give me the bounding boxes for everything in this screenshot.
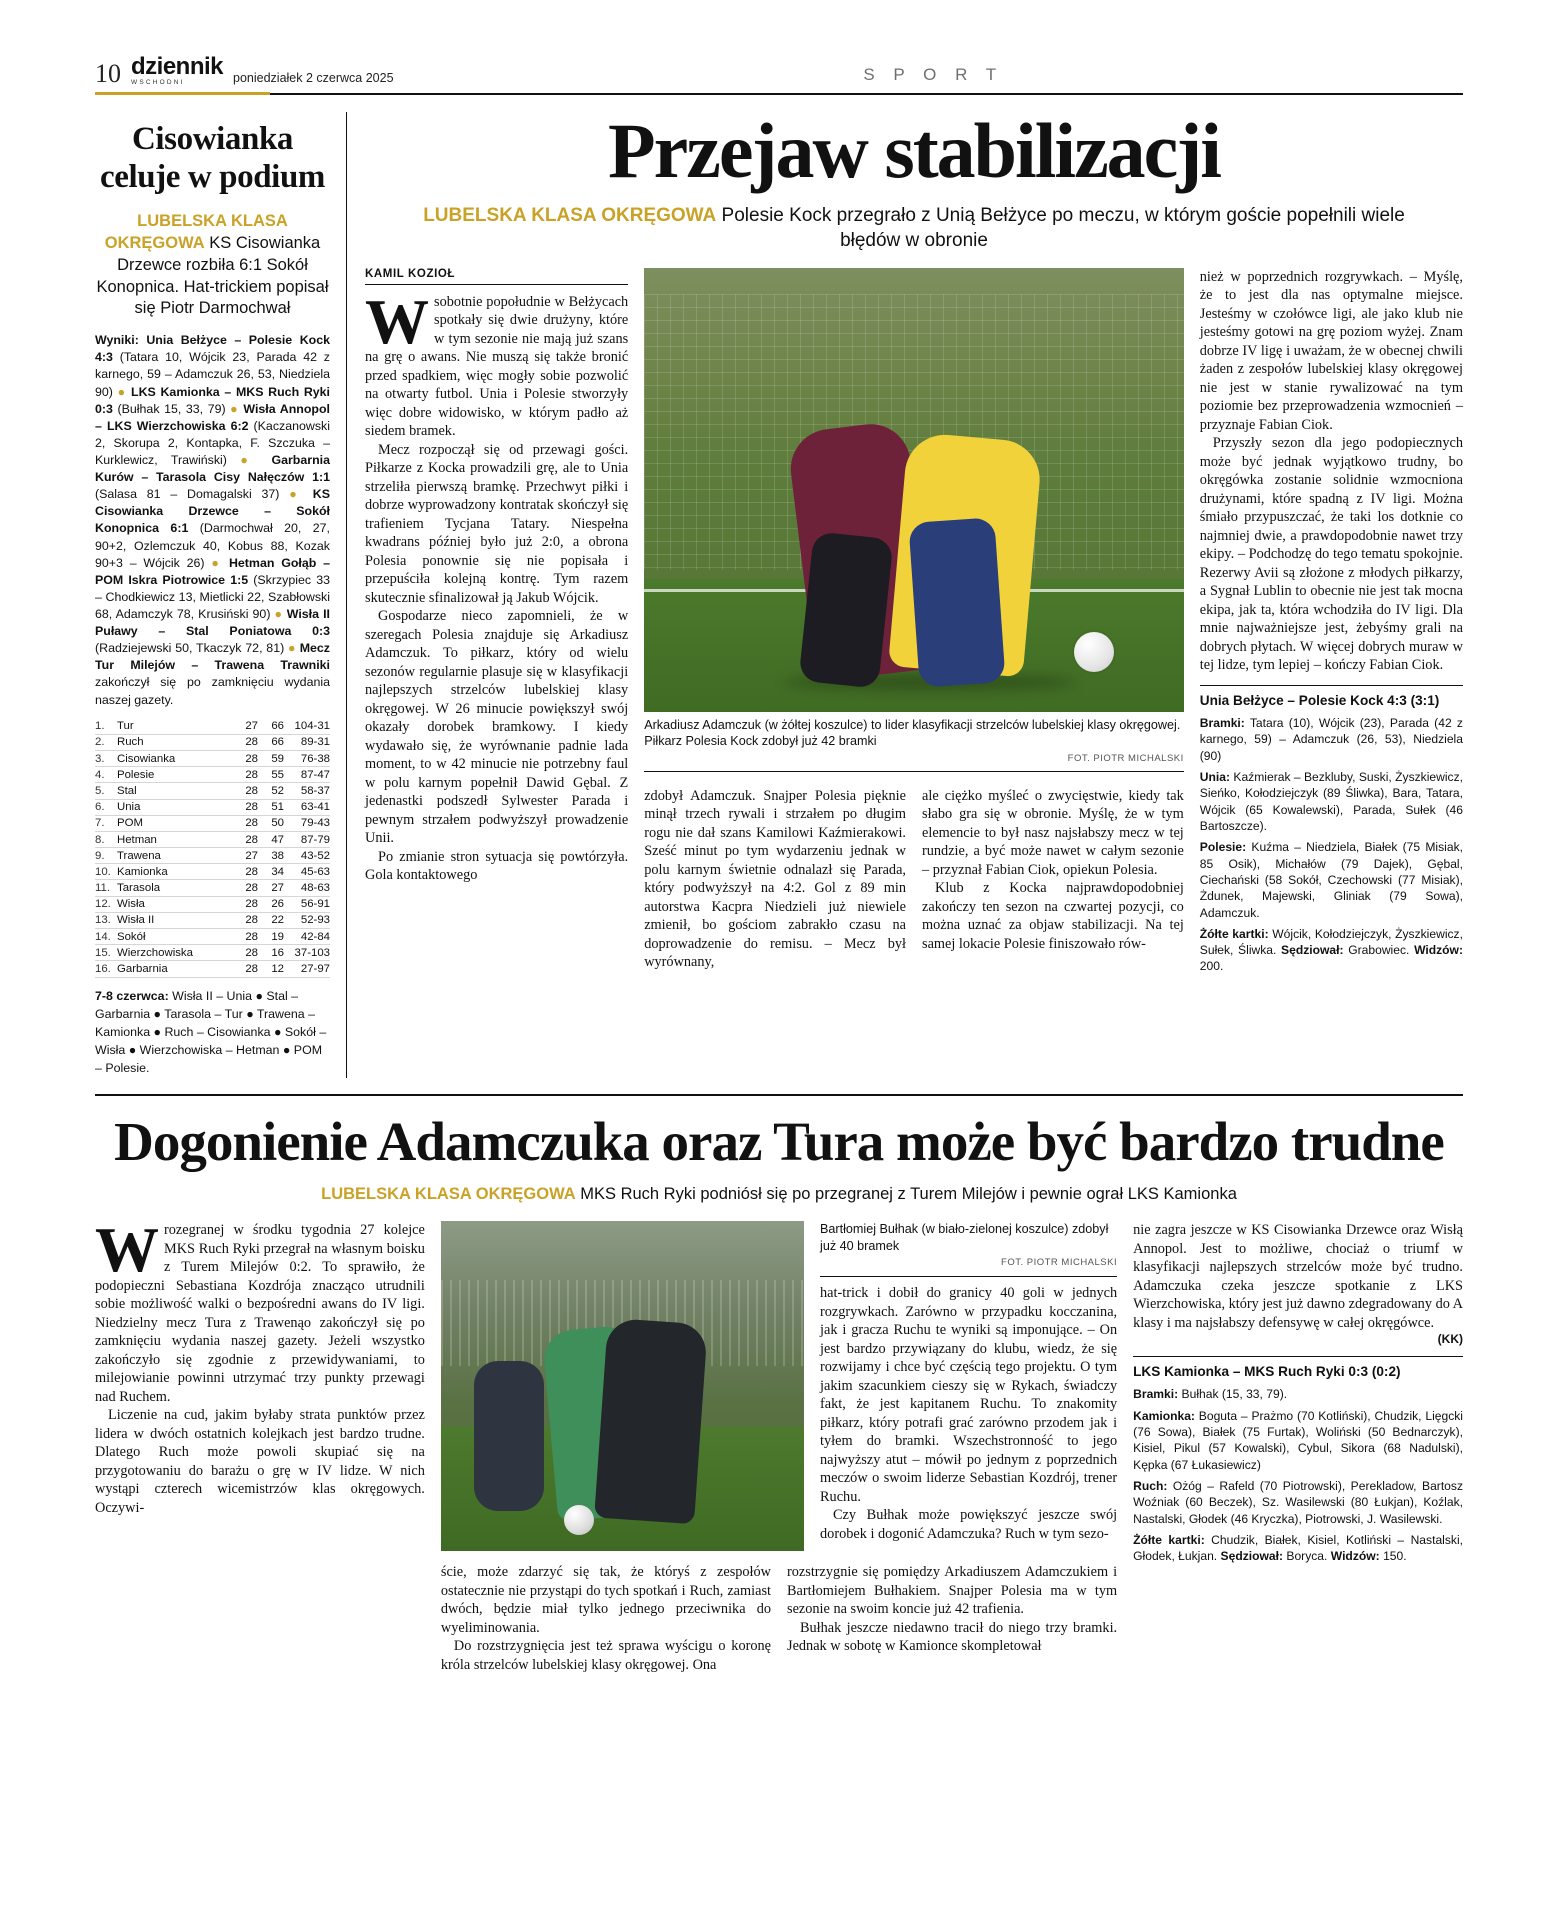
stats-title: Unia Bełżyce – Polesie Kock 4:3 (3:1) (1200, 685, 1463, 710)
body-column-2 (644, 787, 906, 972)
stats-cards-text: Chudzik, Białek, Kisiel, Kotliński – Nastalski, Głodek, Łukjan. (1133, 1532, 1463, 1564)
standings-position: 5. (95, 783, 117, 799)
result-detail: (Bułhak 15, 33, 79) (112, 401, 226, 416)
table-row (95, 929, 330, 945)
photo-caption: Arkadiusz Adamczuk (w żółtej koszulce) to lider klasyfikacji strzelców lubelskiej klasy okręgowej. Piłkarz Polesia Kock zdobył już 42 bramki (644, 717, 1181, 749)
standings-team: Wisła II (117, 912, 232, 928)
standings-table (95, 719, 330, 978)
fixtures-text: Wisła II – Unia ● Stal – Garbarnia ● Tarasola – Tur ● Trawena – Kamionka ● Ruch – Cisowianka ● Sokół – Wisła ● Wierzchowiska – Hetman ● POM – Polesie. (95, 988, 327, 1075)
standings-team: Tarasola (117, 880, 232, 896)
standings-goal-difference: 37-103 (284, 945, 330, 961)
standings-team: Cisowianka (117, 750, 232, 766)
article-signature: (KK) (1437, 1332, 1463, 1347)
dropcap: W (365, 285, 429, 357)
standings-position: 9. (95, 848, 117, 864)
photo-and-columns (644, 268, 1184, 980)
paragraph: ście, może zdarzyć się tak, że któryś z zespołów ostatecznie nie przystąpi do tych spotkań i Ruch, zamiast dwóch, będzie miał tylko jednego przeciwnika do wyeliminowania. (440, 1564, 771, 1636)
standings-points: 22 (258, 912, 284, 928)
table-row (95, 912, 330, 928)
main-headline: Przejaw stabilizacji (608, 106, 1220, 194)
standings-position: 7. (95, 815, 117, 831)
stats-goals (1133, 1386, 1463, 1402)
results-label: Wyniki: (95, 333, 139, 348)
table-row (95, 719, 330, 735)
standings-team: Tur (117, 719, 232, 735)
standings-goal-difference: 52-93 (284, 912, 330, 928)
standings-goal-difference: 27-97 (284, 961, 330, 977)
stats-away (1133, 1478, 1463, 1527)
paragraph: nie zagra jeszcze w KS Cisowianka Drzewce oraz Wisłą Annopol. Jest to możliwe, chociaż o triumf w klasyfikacji najlepszych strzelców może być trudno. Adamczuka czeka jeszcze spotkanie z LKS Wierzchowiska, który jest już dawno zdegradowany do A klasy i ma najsłabszy defensywę w całej okręgówce. (1133, 1222, 1463, 1331)
paragraph-text: rozegranej w środku tygodnia 27 kolejce MKS Ruch Ryki przegrał na własnym boisku z Turem Milejów 0:2. To sprawiło, że podopieczni Sebastiana Kozdrója znacząco utrudnili sobie możliwość walki o bezpośredni awans do IV ligi. Niedzielny mecz Tura z Trawenąo zakończył się po zamknięciu wydania naszej gazety. Jeżeli wszystko zakończyło się zgodnie z przewidywaniami, to milejowianie powinni utrzymać trzy punkty przewagi nad Ruchem. (95, 1222, 425, 1405)
second-kicker: LUBELSKA KLASA OKRĘGOWA (321, 1184, 576, 1203)
photo-credit: FOT. PIOTR MICHALSKI (1067, 752, 1184, 764)
caption-rule (644, 771, 1184, 772)
result-match: KS Cisowianka Drzewce – Sokół Konopnica 6:1 (95, 487, 330, 536)
result-match: Mecz Tur Milejów – Trawena Trawniki (95, 641, 330, 673)
standings-position: 10. (95, 864, 117, 880)
logo-subtitle: WSCHODNI (131, 79, 185, 86)
masthead (0, 0, 1558, 93)
bullet-icon: ● (284, 641, 300, 656)
match-stats-box (1200, 685, 1463, 975)
main-deck (395, 204, 1433, 253)
results-entries (95, 333, 330, 706)
standings-points: 66 (258, 734, 284, 750)
stats-attendance-label: Widzów: (1414, 943, 1463, 958)
standings-points: 47 (258, 831, 284, 847)
stats-away-label: Polesie: (1199, 840, 1247, 855)
bullet-icon: ● (270, 606, 287, 621)
result-match: Garbarnia Kurów – Tarasola Cisy Nałęczów 1:1 (95, 452, 330, 485)
paragraph: Po zmianie stron sytuacja się powtórzyła. Gola kontaktowego (365, 848, 629, 884)
lower-columns (644, 787, 1184, 972)
standings-goal-difference: 89-31 (284, 734, 330, 750)
table-row (95, 961, 330, 977)
caption-rule (820, 1276, 1117, 1277)
table-row (95, 880, 330, 896)
body-column-3 (922, 787, 1184, 972)
stats-attendance-text: 200. (1199, 959, 1224, 974)
result-detail: (Kaczanowski 2, Skorupa 2, Kontapka, F. Szczuka – Kurklewicz, Trawiński) (95, 418, 330, 467)
standings-position: 15. (95, 945, 117, 961)
fixtures-block (95, 988, 330, 1078)
standings-position: 8. (95, 831, 117, 847)
stats-title: LKS Kamionka – MKS Ruch Ryki 0:3 (0:2) (1133, 1356, 1463, 1381)
standings-matches: 28 (232, 896, 258, 912)
photo-block (644, 268, 1184, 781)
standings-team: Ruch (117, 734, 232, 750)
stats-home-text: Boguta – Prażmo (70 Kotliński), Chudzik, Lięgcki (76 Sowa), Białek (75 Furtak), Woliński (50 Bednarczyk), Kisiel, Pikul (57 Kowalski), Cybul, Sikora (68 Nadulski), Kępka (67 Łukasiewicz) (1133, 1408, 1463, 1472)
table-row (95, 848, 330, 864)
standings-body (95, 719, 330, 978)
issue-date: poniedziałek 2 czerwca 2025 (233, 70, 394, 85)
stats-extra (1200, 926, 1463, 975)
standings-position: 14. (95, 929, 117, 945)
main-article (347, 106, 1463, 1078)
sidebar-kicker: LUBELSKA KLASA OKRĘGOWA (104, 212, 288, 253)
standings-goal-difference: 45-63 (284, 864, 330, 880)
stats-referee-label: Sędziował: (1281, 943, 1344, 958)
result-match: Hetman Gołąb – POM Iskra Piotrowice 1:5 (95, 555, 330, 587)
standings-position: 13. (95, 912, 117, 928)
sidebar-lead-text: KS Cisowianka Drzewce rozbiła 6:1 Sokół Konopnica. Hat-trickiem popisał się Piotr Darmochwał (96, 234, 329, 318)
page-number: 10 (95, 58, 121, 88)
section-title: S P O R T (863, 64, 1004, 84)
table-row (95, 945, 330, 961)
paragraph (365, 285, 629, 441)
bullet-icon: ● (112, 384, 132, 399)
standings-team: Hetman (117, 831, 232, 847)
stats-home-label: Kamionka: (1133, 1408, 1195, 1423)
paragraph: rozstrzygnie się pomiędzy Arkadiuszem Adamczukiem i Bartłomiejem Bułhakiem. Snajper Polesia ma w tym sezonie na swoim koncie już 42 trafienia. (787, 1564, 1118, 1618)
sidebar-lead (95, 211, 330, 320)
body-column-4 (1200, 268, 1463, 980)
paragraph: hat-trick i dobił do granicy 40 goli w jednych rozgrywkach. Zarówno w przypadku kocczanina, jak i gracza Ruchu te wyniki są imponujące. – On jest bardzo przywiązany do klubu, wiedz, że się rozwijamy i chce być częścią tego projektu. O tym jakim szacunkiem cieszy się w Rykach, świadczy fakt, że jest kapitanem Ruchu. To znakomity piłkarz, który potrafi grać zarówno przodem jak i tyłem do bramki. Wszechstronność to jego najwyższy atut – mówił po jednym z poprzednich meczów o swoim liderze Sebastian Kozdrój, trener Ruchu. (820, 1285, 1118, 1505)
result-detail: (Skrzypiec 33 – Chodkiewicz 13, Mietlicki 22, Szabłowski 68, Adamczyk 78, Krusiński 90) (95, 572, 330, 621)
paragraph: nież w poprzednich rozgrywkach. – Myślę, że to jest dla nas optymalne miejsce. Jesteśmy w czołówce ligi, ale jako klub nie jesteśmy gotowi na grę poziom wyżej. Znam dobrze IV ligę i uważam, że w obecnej chwili żaden z zespołów lubelskiej klasy okręgowej nie jest w stanie rywalizować na tym poziomie bez przeprowadzenia wzmocnień – przyznaje Fabian Ciok. (1199, 268, 1463, 433)
second-photo-block (441, 1221, 804, 1557)
standings-matches: 28 (232, 831, 258, 847)
standings-matches: 28 (232, 945, 258, 961)
table-row (95, 815, 330, 831)
result-detail: (Salasa 81 – Domagalski 37) (95, 487, 280, 502)
second-match-photo (441, 1221, 804, 1551)
bullet-icon: ● (225, 401, 244, 416)
second-photo-credit: FOT. PIOTR MICHALSKI (1001, 1257, 1118, 1269)
stats-referee-text: Grabowiec. (1343, 943, 1415, 958)
table-row (95, 864, 330, 880)
second-article (0, 1110, 1558, 1705)
standings-matches: 28 (232, 767, 258, 783)
standings-team: Wierzchowiska (117, 945, 232, 961)
standings-team: Sokół (117, 929, 232, 945)
football-icon (1074, 632, 1114, 672)
second-column-3 (787, 1563, 1117, 1674)
stats-referee-text: Boryca. (1283, 1549, 1331, 1564)
paragraph: zdobył Adamczuk. Snajper Polesia pięknie minął trzech rywali i strzałem po długim rogu nie dał szans Kamilowi Kaźmierakowi. Sześć minut po tym wydarzeniu jednak w polu karnym świetnie odnalazł się Parada, który podwyższył na 4:2. Gol z 89 min autorstwa Kacpra Niedzieli już niewiele zmienił, bo gościom zabrakło czasu na doprowadzenie do remisu. – Mecz był wyrównany, (644, 787, 906, 971)
standings-matches: 27 (232, 719, 258, 735)
bullet-icon: ● (226, 452, 272, 467)
paragraph: Mecz rozpoczął się od przewagi gości. Piłkarze z Kocka prowadzili grę, ale to Unia strzeliła pierwszą bramkę. Przechwyt piłki i dobrze wyprowadzony kontratak skończył się trafieniem Tycjana Tatary. Niespełna kwadrans później było już 2:0, a obrona Polesia ponownie się nie popisała i przepuściła kolejną kontrę. Tym razem skutecznie sfinalizował ją Jakub Wójcik. (365, 441, 629, 606)
table-row (95, 734, 330, 750)
standings-matches: 28 (232, 783, 258, 799)
stats-home-label: Unia: (1199, 770, 1231, 785)
stats-cards-label: Żółte kartki: (1133, 1532, 1205, 1547)
stats-attendance-label: Widzów: (1330, 1549, 1380, 1564)
standings-matches: 28 (232, 864, 258, 880)
standings-points: 52 (258, 783, 284, 799)
result-detail: (Darmochwał 20, 27, 90+2, Ozlemczuk 40, Kobus 88, Kozak 90+3 – Wójcik 26) (95, 521, 330, 570)
second-caption-block (820, 1221, 1117, 1557)
standings-matches: 28 (232, 961, 258, 977)
standings-goal-difference: 58-37 (284, 783, 330, 799)
standings-points: 12 (258, 961, 284, 977)
standings-matches: 28 (232, 750, 258, 766)
standings-matches: 28 (232, 815, 258, 831)
table-row (95, 831, 330, 847)
result-match: Wisła Annopol – LKS Wierzchowiska 6:2 (95, 401, 330, 433)
player-dark-left (474, 1361, 544, 1511)
player-yellow-shorts (908, 517, 1005, 688)
second-match-stats-box (1133, 1356, 1463, 1564)
paragraph: Przyszły sezon dla jego podopiecznych może być jednak wyjątkowo trudny, bo okręgówka zostanie solidnie wzmocniona drużynami, które spadną z IV ligi. Można śmiało przypuszczać, że taki los dotknie co najmniej dwie, a prawdopodobnie nawet trzy ekipy. – Podchodzę do tego tematu spokojnie. Rezerwy Avii są złożone z młodych piłkarzy, a Sygnał Lublin to obecnie nie jest tak mocna ekipa, jak ta, która wchodziła do IV ligi. Dla mnie najważniejsze jest, żebyśmy grali na dobrych płytach. W więcej dobrych muraw w tej lidze, tym lepiej – kończy Fabian Ciok. (1199, 435, 1463, 674)
result-detail: (Radziejewski 50, Tkaczyk 72, 81) (95, 641, 285, 656)
stats-goals-label: Bramki: (1199, 716, 1245, 731)
standings-points: 27 (258, 880, 284, 896)
byline: KAMIL KOZIOŁ (365, 268, 628, 285)
stats-goals-text: Bułhak (15, 33, 79). (1178, 1387, 1288, 1402)
standings-matches: 28 (232, 929, 258, 945)
second-lower-columns (441, 1563, 1117, 1674)
stats-home-text: Kaźmierak – Bezkluby, Suski, Żyszkiewicz, Sieńko, Kołodziejczyk (89 Śliwka), Bara, Tatara, Wójcik (65 Kowalewski), Parada, Sułek (46 Bartoszcze). (1199, 770, 1463, 833)
stats-away-label: Ruch: (1133, 1478, 1168, 1493)
results-list (95, 332, 330, 708)
stats-cards-label: Żółte kartki: (1199, 926, 1269, 941)
page-content (0, 98, 1558, 1078)
main-deck-text: Polesie Kock przegrało z Unią Bełżyce po meczu, w którym goście popełnili wiele błędów w obronie (716, 205, 1405, 252)
stats-home (1200, 769, 1463, 834)
second-headline: Dogonienie Adamczuka oraz Tura może być bardzo trudne (114, 1110, 1444, 1172)
standings-matches: 28 (232, 880, 258, 896)
table-row (95, 783, 330, 799)
standings-position: 2. (95, 734, 117, 750)
standings-points: 38 (258, 848, 284, 864)
standings-points: 26 (258, 896, 284, 912)
standings-team: Kamionka (117, 864, 232, 880)
standings-matches: 28 (232, 912, 258, 928)
second-column-2 (441, 1563, 771, 1674)
paragraph-text: sobotnie popołudnie w Bełżycach spotkały się dwie drużyny, które w tym sezonie nie mają już szans na grę o awans. Nie muszą się także bronić przed spadkiem, więc mogły sobie pozwolić na otwarty futbol. Unia i Polesie stworzyły więc dobre widowisko, w którym padło aż siedem bramek. (365, 293, 629, 440)
standings-goal-difference: 76-38 (284, 750, 330, 766)
stats-goals-text: Tatara (10), Wójcik (23), Parada (42 z karnego, 59) – Adamczuk (26, 53), Niedziela (90) (1199, 716, 1463, 763)
result-match: LKS Kamionka – MKS Ruch Ryki 0:3 (95, 384, 330, 416)
stats-attendance-text: 150. (1379, 1549, 1407, 1564)
stats-goals (1200, 715, 1463, 764)
table-row (95, 799, 330, 815)
match-photo (644, 268, 1184, 712)
standings-goal-difference: 87-79 (284, 831, 330, 847)
standings-goal-difference: 79-43 (284, 815, 330, 831)
result-detail: (Tatara 10, Wójcik 23, Parada 42 z karnego, 59 – Adamczuk 26, 53, Niedziela 90) (95, 350, 330, 399)
paragraph: Czy Bułhak może powiększyć jeszcze swój dorobek i dogonić Adamczuka? Ruch w tym sezo- (820, 1507, 1118, 1542)
second-deck-text: MKS Ruch Ryki podniósł się po przegranej z Turem Milejów i pewnie ograł LKS Kamionka (575, 1184, 1237, 1203)
standings-position: 3. (95, 750, 117, 766)
standings-team: Wisła (117, 896, 232, 912)
second-photo-and-columns (441, 1221, 1117, 1674)
paragraph: Gospodarze nieco zapomnieli, że w szeregach Polesia znajduje się Arkadiusz Adamczuk. To piłkarz, który od wielu sezonów regularnie plasuje się w klasyfikacji najlepszych strzelców lubelskiej klasy okręgowej. W 26 minucie powiększył swój okazały dorobek bramkowy. I kiedy wydawało się, że wyrównanie padnie lada moment, to w 42 minucie nie potrzebny faul w polu karnym popełnił Dawid Gębal. Z jedenastki podszedł Sylwester Parada i pewnym strzałem podwyższył prowadzenie Unii. (365, 608, 629, 847)
result-detail: zakończył się po zamknięciu wydania naszej gazety. (95, 675, 330, 707)
second-photo-caption: Bartłomiej Bułhak (w biało-zielonej koszulce) zdobył już 40 bramek (820, 1222, 1109, 1253)
bullet-icon: ● (204, 555, 229, 570)
standings-team: Stal (117, 783, 232, 799)
newspaper-logo (131, 55, 223, 87)
stats-home (1133, 1408, 1463, 1473)
stats-away-text: Kuźma – Niedziela, Białek (75 Misiak, 85 Osik), Michałów (79 Dajek), Gębal, Ciechański (58 Sokół, Czechowski (77 Misiak), Żdunek, Majewski, Gliniak (79 Sowa), Adamczuk. (1199, 840, 1463, 920)
stats-away (1200, 839, 1463, 921)
stats-cards-text: Wójcik, Kołodziejczyk, Żyszkiewicz, Sułek, Śliwka. (1199, 926, 1463, 958)
paragraph: Bułhak jeszcze niedawno tracił do niego trzy bramki. Jednak w sobotę w Kamionce skompletował (787, 1619, 1118, 1655)
standings-points: 59 (258, 750, 284, 766)
standings-matches: 28 (232, 734, 258, 750)
standings-position: 11. (95, 880, 117, 896)
paragraph: Do rozstrzygnięcia jest też sprawa wyścigu o koronę króla strzelców lubelskiej klasy okręgowej. Ona (440, 1638, 771, 1673)
standings-points: 50 (258, 815, 284, 831)
result-match: Unia Bełżyce – Polesie Kock 4:3 (95, 333, 330, 365)
sidebar-article (95, 112, 347, 1078)
standings-team: Garbarnia (117, 961, 232, 977)
stats-referee-label: Sędziował: (1220, 1549, 1284, 1564)
standings-points: 66 (258, 719, 284, 735)
standings-points: 19 (258, 929, 284, 945)
standings-goal-difference: 87-47 (284, 767, 330, 783)
photo-caption-row (441, 1221, 1117, 1557)
bullet-icon: ● (279, 487, 313, 502)
standings-team: Polesie (117, 767, 232, 783)
masthead-rule (95, 93, 1463, 95)
stats-extra (1133, 1532, 1463, 1565)
standings-position: 16. (95, 961, 117, 977)
football-icon (564, 1505, 594, 1535)
standings-matches: 27 (232, 848, 258, 864)
second-column-5 (1133, 1221, 1463, 1674)
player-maroon-shorts (798, 531, 893, 689)
standings-points: 51 (258, 799, 284, 815)
standings-goal-difference: 63-41 (284, 799, 330, 815)
table-row (95, 750, 330, 766)
article-separator (95, 1094, 1463, 1096)
standings-goal-difference: 56-91 (284, 896, 330, 912)
body-column-1 (365, 268, 628, 980)
main-body (365, 268, 1463, 980)
stats-away-text: Ożóg – Rafeld (70 Piotrowski), Perekladow, Bartosz Woźniak (60 Beczek), Sz. Wasilewski (80 Łukjan), Koźlak, Nastalski, Głodek (46 Kryczka), Piotrowski, J. Wasilewski. (1133, 1478, 1463, 1526)
second-column-1 (95, 1214, 425, 1674)
result-match: Wisła II Puławy – Stal Poniatowa 0:3 (95, 606, 330, 639)
dropcap: W (95, 1214, 159, 1286)
standings-goal-difference: 42-84 (284, 929, 330, 945)
standings-position: 4. (95, 767, 117, 783)
masthead-accent-rule (95, 92, 270, 95)
standings-points: 16 (258, 945, 284, 961)
standings-position: 12. (95, 896, 117, 912)
paragraph: ale ciężko myśleć o zwycięstwie, kiedy tak słabo gra się w obronie. Myślę, że w tym elemencie to był nasz najsłabszy mecz w tej rundzie, a być może nawet w całym sezonie – przyznał Fabian Ciok, opiekun Polesia. (922, 787, 1184, 878)
paragraph: Liczenie na cud, jakim byłaby strata punktów przez lidera w dwóch ostatnich kolejkach jest bardzo trudne. Dlatego Ruch może powoli skupiać się na przygotowaniu do barażu o grę w IV lidze. W nich wystąpi czterech wicemistrzów klas okręgowych. Oczywi- (95, 1407, 425, 1516)
paragraph (95, 1214, 425, 1406)
logo-text: dziennik (131, 53, 224, 80)
paragraph: Klub z Kocka najprawdopodobniej zakończy ten sezon na czwartej pozycji, co można uznać za objaw stabilizacji. Na tej samej lokacie Polesie finiszowało rów- (922, 880, 1184, 952)
main-kicker: LUBELSKA KLASA OKRĘGOWA (423, 205, 717, 227)
stats-goals-label: Bramki: (1133, 1387, 1179, 1402)
table-row (95, 896, 330, 912)
standings-goal-difference: 104-31 (284, 719, 330, 735)
player-black (594, 1318, 708, 1524)
standings-team: POM (117, 815, 232, 831)
standings-position: 1. (95, 719, 117, 735)
standings-team: Trawena (117, 848, 232, 864)
second-body (0, 1214, 1558, 1704)
standings-points: 55 (258, 767, 284, 783)
standings-goal-difference: 48-63 (284, 880, 330, 896)
standings-team: Unia (117, 799, 232, 815)
standings-position: 6. (95, 799, 117, 815)
standings-goal-difference: 43-52 (284, 848, 330, 864)
table-row (95, 767, 330, 783)
sidebar-headline: Cisowianka celuje w podium (99, 120, 325, 196)
second-deck (60, 1184, 1498, 1205)
standings-matches: 28 (232, 799, 258, 815)
standings-points: 34 (258, 864, 284, 880)
fixtures-label: 7-8 czerwca: (95, 988, 169, 1003)
